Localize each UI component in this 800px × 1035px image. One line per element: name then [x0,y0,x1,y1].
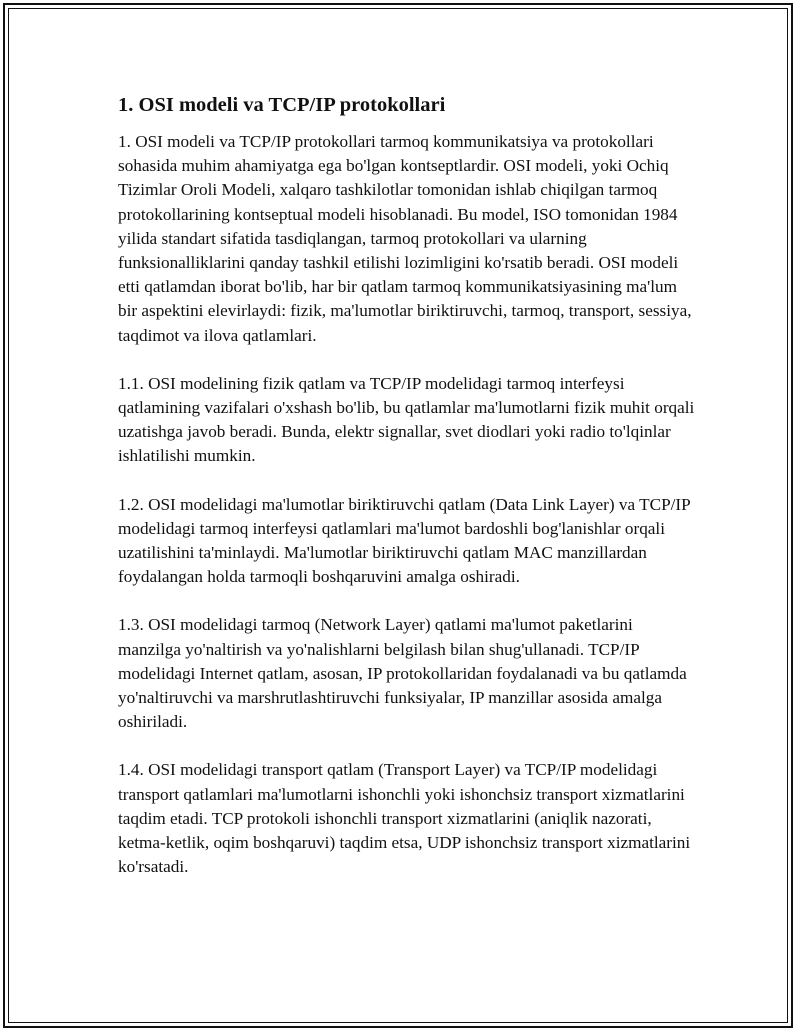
document-body [118,92,698,903]
paragraph-network-layer: 1.3. OSI modelidagi tarmoq (Network Layer) qatlami ma'lumot paketlarini manzilga yo'naltirish va yo'nalishlarni belgilash bilan shug'ullanadi. TCP/IP modelidagi Internet qatlam, asosan, IP protokollaridan foydalanadi va bu qatlamda yo'naltiruvchi va marshrutlashtiruvchi funksiyalar, IP manzillar asosida amalga oshiriladi. [118,615,687,732]
paragraph-intro: 1. OSI modeli va TCP/IP protokollari tarmoq kommunikatsiya va protokollari sohasida muhim ahamiyatga ega bo'lgan kontseptlardir. OSI modeli, yoki Ochiq Tizimlar Oroli Modeli, xalqaro tashkilotlar tomonidan ishlab chiqilgan tarmoq protokollarining kontseptual modeli hisoblanadi. Bu model, ISO tomonidan 1984 yilida standart sifatida tasdiqlangan, tarmoq protokollari va ularning funksionalliklarini qanday tashkil etilishi lozimligini ko'rsatib beradi. OSI modeli etti qatlamdan iborat bo'lib, har bir qatlam tarmoq kommunikatsiyasining ma'lum bir aspektini elevirlaydi: fizik, ma'lumotlar biriktiruvchi, tarmoq, transport, sessiya, taqdimot va ilova qatlamlari. [118,132,692,345]
document-title: 1. OSI modeli va TCP/IP protokollari [118,94,446,116]
paragraph-physical-layer: 1.1. OSI modelining fizik qatlam va TCP/IP modelidagi tarmoq interfeysi qatlamining vazifalari o'xshash bo'lib, bu qatlamlar ma'lumotlarni fizik muhit orqali uzatishga javob beradi. Bunda, elektr signallar, svet diodlari yoki radio to'lqinlar ishlatilishi mumkin. [118,373,695,466]
paragraph-data-link-layer: 1.2. OSI modelidagi ma'lumotlar biriktiruvchi qatlam (Data Link Layer) va TCP/IP modelidagi tarmoq interfeysi qatlamlari ma'lumot bardoshli bog'lanishlar orqali uzatilishini ta'minlaydi. Ma'lumotlar biriktiruvchi qatlam MAC manzillardan foydalangan holda tarmoqli boshqaruvini amalga oshiradi. [118,494,691,587]
paragraph-transport-layer: 1.4. OSI modelidagi transport qatlam (Transport Layer) va TCP/IP modelidagi transport qatlamlari ma'lumotlarni ishonchli yoki ishonchsiz transport xizmatlarini taqdim etadi. TCP protokoli ishonchli transport xizmatlarini (aniqlik nazorati, ketma-ketlik, oqim boshqaruvi) taqdim etsa, UDP ishonchsiz transport xizmatlarini ko'rsatadi. [118,760,691,877]
